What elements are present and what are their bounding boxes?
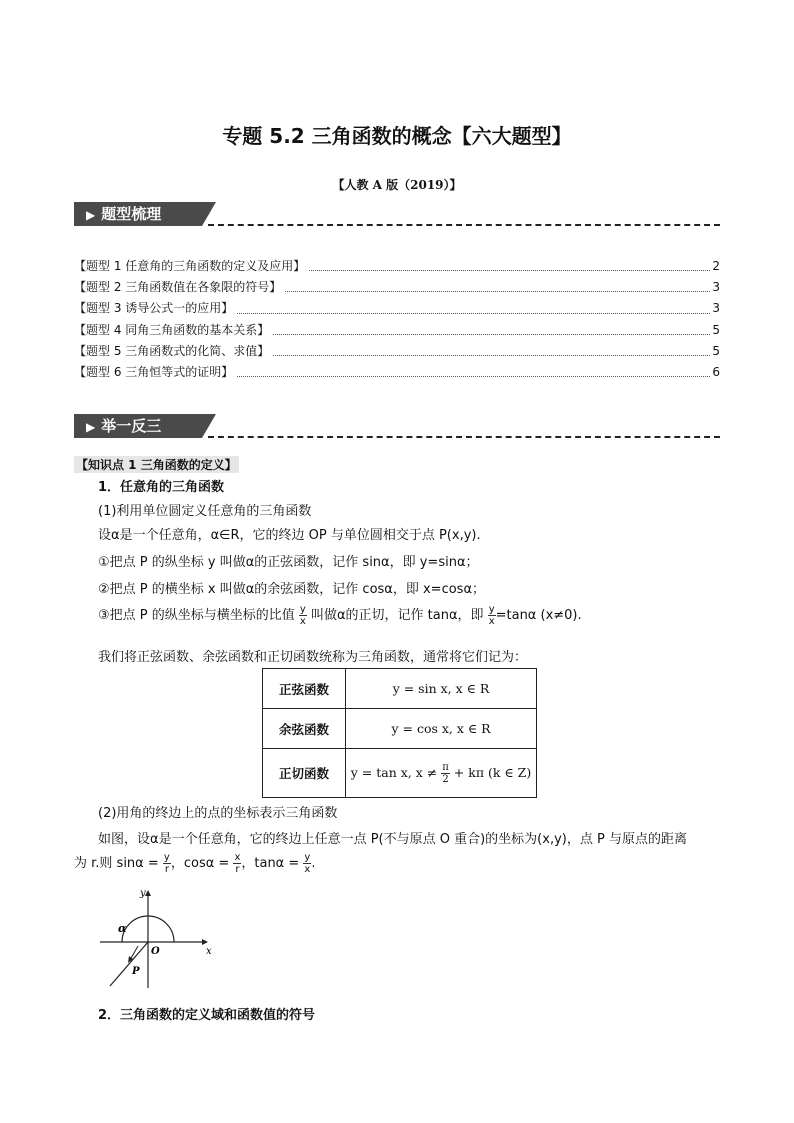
toc-item[interactable]: 【题型 4 同角三角函数的基本关系】 5 — [74, 320, 720, 341]
paragraph: ①把点 P 的纵坐标 y 叫做α的正弦函数，记作 sinα，即 y=sinα； — [98, 555, 479, 570]
play-arrow-icon: ▶ — [86, 208, 96, 222]
play-arrow-icon: ▶ — [86, 420, 96, 434]
paragraph: 如图，设α是一个任意角，它的终边上任意一点 P(不与原点 O 重合)的坐标为(x,y)，点 P 与原点的距离 — [98, 832, 687, 847]
toc-item[interactable]: 【题型 1 任意角的三角函数的定义及应用】 2 — [74, 256, 720, 277]
banner-label: 题型梳理 — [101, 205, 162, 223]
section-heading: 1．任意角的三角函数 — [98, 480, 225, 495]
paragraph: 我们将正弦函数、余弦函数和正切函数统称为三角函数，通常将它们记为： — [98, 650, 528, 665]
toc-item[interactable]: 【题型 5 三角函数式的化简、求值】 5 — [74, 341, 720, 362]
toc-item[interactable]: 【题型 2 三角函数值在各象限的符号】 3 — [74, 277, 720, 298]
section-heading: 2．三角函数的定义域和函数值的符号 — [98, 1008, 316, 1023]
function-table — [262, 668, 537, 798]
toc-item[interactable]: 【题型 3 诱导公式一的应用】 3 — [74, 298, 720, 319]
angle-label: α — [118, 922, 127, 935]
paragraph: (1)利用单位圆定义任意角的三角函数 — [98, 504, 312, 519]
banner-examples — [74, 414, 720, 440]
paragraph: (2)用角的终边上的点的坐标表示三角函数 — [98, 806, 338, 821]
paragraph: 设α是一个任意角，α∈R，它的终边 OP 与单位圆相交于点 P(x,y). — [98, 528, 481, 543]
fraction-y-over-x: $\frac{y}{x}$ — [299, 604, 306, 627]
axis-label-x: x — [206, 946, 212, 957]
banner-topic-overview — [74, 202, 720, 228]
table-row: 余弦函数 y = cos x, x ∈ R — [263, 709, 537, 749]
edition-subtitle: 【人教 A 版（2019）】 — [332, 178, 462, 192]
table-row: 正切函数 y = tan x, x ≠ $\frac{\pi}{2}$ + kπ (k ∈ Z) — [263, 749, 537, 798]
dashed-divider — [208, 436, 720, 438]
dashed-divider — [208, 224, 720, 226]
table-of-contents — [74, 256, 720, 383]
table-row: 正弦函数 y = sin x, x ∈ R — [263, 669, 537, 709]
paragraph-ratios: 为 r.则 sinα = $\frac{y}{r}$ ，cosα = $\frac{x}{r}$ ，tanα = $\frac{y}{x}$ . — [74, 852, 316, 875]
toc-item[interactable]: 【题型 6 三角恒等式的证明】 6 — [74, 362, 720, 383]
unit-circle-figure — [96, 886, 216, 990]
knowledge-point-heading: 【知识点 1 三角函数的定义】 — [76, 458, 237, 472]
fraction-y-over-x: $\frac{y}{x}$ — [488, 604, 495, 627]
page-title: 专题 5.2 三角函数的概念【六大题型】 — [222, 124, 572, 148]
axis-label-y: y — [140, 888, 146, 899]
paragraph-tangent: ③把点 P 的纵坐标与横坐标的比值 $\frac{y}{x}$ 叫做α的正切，记作 tanα，即 $\frac{y}{x}$ =tanα (x≠0). — [98, 604, 582, 627]
paragraph: ②把点 P 的横坐标 x 叫做α的余弦函数，记作 cosα，即 x=cosα； — [98, 582, 486, 597]
origin-label: O — [151, 946, 160, 957]
point-label: P — [132, 966, 140, 977]
banner-label: 举一反三 — [101, 417, 162, 435]
